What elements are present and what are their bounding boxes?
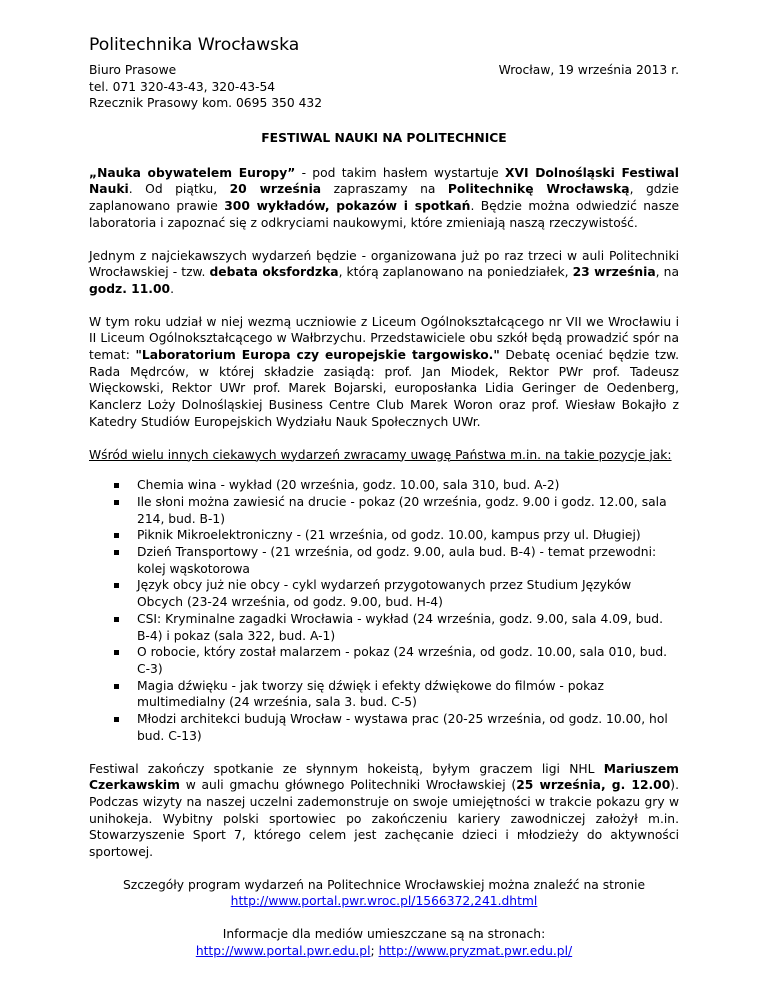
closing-date: 25 września, g. 12.00 — [516, 778, 671, 793]
text-run: Debatę oceniać będzie tzw. Rada Mędrców, w której składzie zasiądą: prof. Jan Miodek, Rektor PWr prof. Tadeusz Więckowski, Rektor UWr prof. Marek Bojarski, europosłanka Lidia Geringer de Oedenberg, Kanclerz Loży Dolnośląskiej Business Centre Club Marek Woron oraz prof. Wiesław Bokajło z Katedry Studiów Europejskich Wydziału Nauk Społecznych UWr. — [89, 348, 679, 429]
university-name: Politechnikę Wrocławską — [447, 182, 630, 197]
organization-name: Politechnika Wrocławska — [89, 35, 300, 55]
guest-name: Mariuszem Czerkawskim — [89, 761, 679, 793]
list-item: Język obcy już nie obcy - cykl wydarzeń przygotowanych przez Studium Języków Obcych (23-24 września, od godz. 9.00, bud. H-4) — [89, 577, 679, 610]
program-link[interactable]: http://www.portal.pwr.wroc.pl/1566372,241.dhtml — [230, 894, 538, 909]
text-run: , na — [655, 265, 679, 280]
debate-topic: "Laboratorium Europa czy europejskie targowisko." — [135, 348, 500, 363]
text-run: W tym roku udział w niej wezmą uczniowie z Liceum Ogólnokształcącego nr VII we Wrocławiu i II Liceum Ogólnokształcącego w Wałbrzychu. Przedstawiciele obu szkół będą prowadzić spór na temat: — [89, 314, 679, 363]
text-run: Jednym z najciekawszych wydarzeń będzie - organizowana już po raz trzeci w auli Politechniki Wrocławskiej - tzw. — [89, 248, 679, 280]
letterhead — [89, 62, 679, 114]
debate-date: 23 września — [572, 265, 656, 280]
list-item: Ile słoni można zawiesić na drucie - pokaz (20 września, godz. 9.00 i godz. 12.00, sala 214, bud. B-1) — [89, 494, 679, 527]
text-run: w auli gmachu głównego Politechniki Wrocławskiej ( — [179, 778, 517, 793]
debate-name: debata oksfordzka — [209, 265, 339, 280]
text-run: ). Podczas wizyty na naszej uczelni zademonstruje on swoje umiejętności w trakcie pokazu gry w unihokeja. Wybitny polski sportowiec po zakończeniu kariery zawodniczej założył m.in. Stowarzyszenie Sport 7, którego celem jest zachęcanie dzieci i młodzieży do aktywności sportowej. — [89, 778, 680, 860]
details-text: Szczegóły program wydarzeń na Politechnice Wrocławskiej można znaleźć na stronie — [122, 877, 646, 892]
text-run: , którą zaplanowano na poniedziałek, — [338, 265, 573, 280]
debate-time: godz. 11.00 — [89, 281, 171, 296]
list-item: Dzień Transportowy - (21 września, od godz. 9.00, aula bud. B-4) - temat przewodni: kolej wąskotorowa — [89, 544, 679, 577]
text-run: Festiwal zakończy spotkanie ze słynnym hokeistą, byłym graczem ligi NHL — [89, 761, 604, 776]
spokesperson-contact: Rzecznik Prasowy kom. 0695 350 432 — [89, 96, 323, 111]
text-run: . Będzie można odwiedzić nasze laboratoria i zapoznać się z odkryciami naukowymi, które zmieniają naszą rzeczywistość. — [89, 199, 680, 230]
office-name: Biuro Prasowe — [89, 63, 177, 77]
text-run: zapraszamy na — [321, 182, 448, 197]
start-date: 20 września — [229, 182, 322, 197]
pryzmat-link[interactable]: http://www.pryzmat.pwr.edu.pl/ — [378, 943, 573, 958]
media-block — [89, 926, 679, 959]
event-count: 300 wykładów, pokazów i spotkań — [224, 199, 471, 214]
events-list — [89, 477, 679, 744]
list-item: Magia dźwięku - jak tworzy się dźwięk i efekty dźwiękowe do filmów - pokaz multimedialny (24 września, sala 3. bud. C-5) — [89, 678, 679, 711]
text-run: . Od piątku, — [128, 182, 230, 197]
link-separator: ; — [370, 943, 379, 958]
list-item: O robocie, który został malarzem - pokaz (24 września, od godz. 10.00, sala 010, bud. C-3) — [89, 644, 679, 677]
list-item: Piknik Mikroelektroniczny - (21 września, od godz. 10.00, kampus przy ul. Długiej) — [89, 527, 679, 544]
text-run: , gdzie zaplanowano prawie — [89, 182, 679, 214]
phone-numbers: tel. 071 320-43-43, 320-43-54 — [89, 79, 276, 94]
paragraph-closing — [89, 761, 679, 861]
details-block — [89, 877, 679, 910]
list-item: Chemia wina - wykład (20 września, godz. 10.00, sala 310, bud. A-2) — [89, 477, 679, 494]
paragraph-debate — [89, 248, 679, 298]
document-title: FESTIWAL NAUKI NA POLITECHNICE — [261, 131, 507, 145]
list-intro: Wśród wielu innych ciekawych wydarzeń zwracamy uwagę Państwa m.in. na takie pozycje jak: — [89, 447, 672, 462]
slogan: „Nauka obywatelem Europy” — [89, 165, 296, 180]
paragraph-participants — [89, 314, 679, 431]
portal-link[interactable]: http://www.portal.pwr.edu.pl — [195, 943, 371, 958]
list-item: CSI: Kryminalne zagadki Wrocławia - wykład (24 września, godz. 9.00, sala 4.09, bud. B-4) i pokaz (sala 322, bud. A-1) — [89, 611, 679, 644]
text-run: . — [170, 281, 174, 296]
media-text: Informacje dla mediów umieszczane są na stronach: — [222, 927, 546, 942]
list-item: Młodzi architekci budują Wrocław - wystawa prac (20-25 września, od godz. 10.00, hol bud. C-13) — [89, 711, 679, 744]
festival-name: XVI Dolnośląski Festiwal Nauki — [89, 165, 679, 197]
text-run: - pod takim hasłem wystartuje — [295, 165, 505, 180]
paragraph-intro — [89, 165, 679, 232]
press-release-page — [89, 34, 679, 976]
date-place: Wrocław, 19 września 2013 r. — [498, 63, 679, 77]
